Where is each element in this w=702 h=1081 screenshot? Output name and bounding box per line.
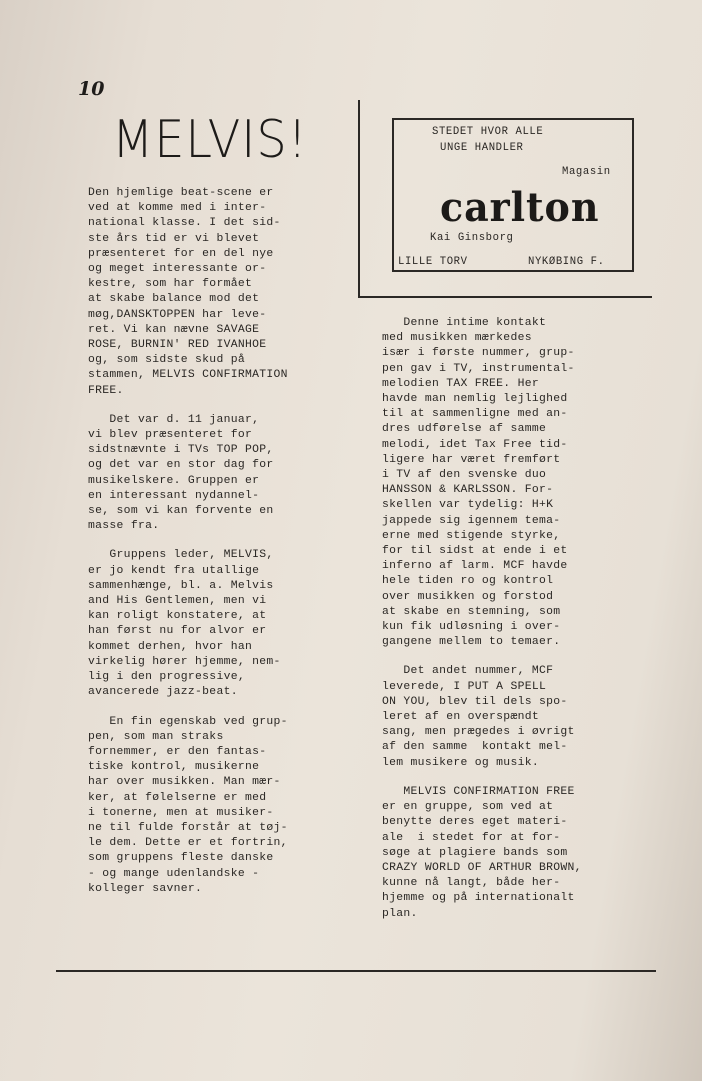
page-number: 10 bbox=[78, 78, 105, 100]
text-line: ne til fulde forstår at tøj- bbox=[88, 821, 288, 834]
right-paragraph bbox=[382, 316, 662, 650]
text-line: hele tiden ro og kontrol bbox=[382, 575, 554, 588]
text-line: leret af en overspændt bbox=[382, 711, 539, 724]
text-line: ved at komme med i inter- bbox=[88, 202, 267, 215]
text-line: sidstnævnte i TVs TOP POP, bbox=[88, 444, 274, 457]
text-line: Det var d. 11 januar, bbox=[88, 413, 260, 426]
left-paragraph bbox=[88, 715, 348, 897]
text-line: ret. Vi kan nævne SAVAGE bbox=[88, 323, 260, 336]
text-line: benytte deres eget materi- bbox=[382, 816, 568, 829]
text-line: er jo kendt fra utallige bbox=[88, 564, 260, 577]
text-line: vi blev præsenteret for bbox=[88, 429, 253, 442]
ad-magasin: Magasin bbox=[562, 166, 611, 178]
text-line: sang, men prægedes i øvrigt bbox=[382, 726, 575, 739]
text-line: dres udførelse af samme bbox=[382, 423, 547, 436]
text-line: af den samme kontakt mel- bbox=[382, 741, 568, 754]
text-line: MELVIS CONFIRMATION FREE bbox=[382, 785, 575, 798]
text-line: over musikken og forstod bbox=[382, 590, 554, 603]
left-paragraph bbox=[88, 413, 348, 535]
text-line: hjemme og på internationalt bbox=[382, 892, 575, 905]
text-line: kestre, som har formået bbox=[88, 278, 253, 291]
ad-address-left: LILLE TORV bbox=[398, 256, 468, 268]
text-line: for til sidst at ende i et bbox=[382, 545, 568, 558]
text-line: melodien TAX FREE. Her bbox=[382, 377, 539, 390]
text-line: melodi, idet Tax Free tid- bbox=[382, 438, 568, 451]
text-line: skellen var tydelig: H+K bbox=[382, 499, 554, 512]
text-line: virkelig hører hjemme, nem- bbox=[88, 655, 281, 668]
left-column bbox=[88, 186, 348, 911]
text-line: jappede sig igennem tema- bbox=[382, 514, 561, 527]
text-line: at skabe balance mod det bbox=[88, 293, 260, 306]
text-line: især i første nummer, grup- bbox=[382, 347, 575, 360]
text-line: præsenteret for en del nye bbox=[88, 247, 274, 260]
text-line: at skabe en stemning, som bbox=[382, 605, 561, 618]
text-line: kommet derhen, hvor han bbox=[88, 640, 253, 653]
text-line: lig i den progressive, bbox=[88, 671, 245, 684]
text-line: national klasse. I det sid- bbox=[88, 217, 281, 230]
text-line: Den hjemlige beat-scene er bbox=[88, 187, 274, 199]
text-line: har over musikken. Man mær- bbox=[88, 776, 281, 789]
text-line: søge at plagiere bands som bbox=[382, 846, 568, 859]
text-line: sammenhænge, bl. a. Melvis bbox=[88, 579, 274, 592]
text-line: ker, at følelserne er med bbox=[88, 791, 267, 804]
text-line: erne med stigende styrke, bbox=[382, 529, 561, 542]
right-column bbox=[382, 316, 662, 936]
text-line: kan roligt konstatere, at bbox=[88, 610, 267, 623]
left-paragraph bbox=[88, 548, 348, 700]
text-line: og meget interessante or- bbox=[88, 263, 267, 276]
text-line: møg,DANSKTOPPEN har leve- bbox=[88, 308, 267, 321]
text-line: masse fra. bbox=[88, 520, 160, 533]
right-paragraph bbox=[382, 785, 662, 922]
box-left-rule bbox=[358, 100, 360, 298]
text-line: pen, som man straks bbox=[88, 730, 224, 743]
text-line: kun fik udløsning i over- bbox=[382, 621, 561, 634]
text-line: kunne nå langt, både her- bbox=[382, 877, 561, 890]
text-line: gangene mellem to temaer. bbox=[382, 636, 561, 649]
text-line: Gruppens leder, MELVIS, bbox=[88, 549, 274, 562]
text-line: ale i stedet for at for- bbox=[382, 831, 561, 844]
text-line: som gruppens fleste danske bbox=[88, 852, 274, 865]
page-title: MELVIS! bbox=[112, 110, 308, 170]
text-line: til at sammenligne med an- bbox=[382, 408, 568, 421]
text-line: han først nu for alvor er bbox=[88, 625, 267, 638]
text-line: le dem. Dette er et fortrin, bbox=[88, 837, 288, 850]
text-line: musikelskere. Gruppen er bbox=[88, 474, 260, 487]
text-line: tiske kontrol, musikerne bbox=[88, 761, 260, 774]
text-line: leverede, I PUT A SPELL bbox=[382, 680, 547, 693]
text-line: inferno af larm. MCF havde bbox=[382, 560, 568, 573]
ad-address-right: NYKØBING F. bbox=[528, 256, 605, 268]
text-line: i TV af den svenske duo bbox=[382, 469, 547, 482]
text-line: avancerede jazz-beat. bbox=[88, 686, 238, 699]
text-line: og, som sidste skud på bbox=[88, 354, 245, 367]
text-line: havde man nemlig lejlighed bbox=[382, 393, 568, 406]
ad-line-2: UNGE HANDLER bbox=[440, 142, 524, 154]
text-line: Det andet nummer, MCF bbox=[382, 665, 554, 678]
text-line: ste års tid er vi blevet bbox=[88, 232, 260, 245]
bottom-rule bbox=[56, 970, 656, 972]
text-line: pen gav i TV, instrumental- bbox=[382, 362, 575, 375]
text-line: og det var en stor dag for bbox=[88, 459, 274, 472]
right-paragraph bbox=[382, 664, 662, 770]
ad-line-1: STEDET HVOR ALLE bbox=[432, 126, 544, 138]
advertisement-box bbox=[392, 118, 634, 272]
text-line: fornemmer, er den fantas- bbox=[88, 745, 267, 758]
text-line: HANSSON & KARLSSON. For- bbox=[382, 484, 554, 497]
left-paragraph bbox=[88, 186, 348, 399]
text-line: lem musikere og musik. bbox=[382, 756, 539, 769]
text-line: kolleger savner. bbox=[88, 882, 203, 895]
text-line: Denne intime kontakt bbox=[382, 317, 547, 329]
text-line: med musikken mærkedes bbox=[382, 332, 532, 345]
text-line: ligere har været fremført bbox=[382, 453, 561, 466]
text-line: - og mange udenlandske - bbox=[88, 867, 260, 880]
text-line: ON YOU, blev til dels spo- bbox=[382, 695, 568, 708]
text-line: se, som vi kan forvente en bbox=[88, 505, 274, 518]
text-line: ROSE, BURNIN' RED IVANHOE bbox=[88, 339, 267, 352]
text-line: en interessant nydannel- bbox=[88, 489, 260, 502]
text-line: plan. bbox=[382, 907, 418, 920]
box-bottom-rule bbox=[358, 296, 652, 298]
ad-owner: Kai Ginsborg bbox=[430, 232, 514, 244]
text-line: i tonerne, men at musiker- bbox=[88, 806, 274, 819]
text-line: stammen, MELVIS CONFIRMATION bbox=[88, 369, 288, 382]
text-line: En fin egenskab ved grup- bbox=[88, 715, 288, 728]
text-line: FREE. bbox=[88, 384, 124, 397]
text-line: and His Gentlemen, men vi bbox=[88, 595, 267, 608]
text-line: er en gruppe, som ved at bbox=[382, 801, 554, 814]
ad-brand-logo: carlton bbox=[440, 184, 600, 231]
text-line: CRAZY WORLD OF ARTHUR BROWN, bbox=[382, 861, 582, 874]
